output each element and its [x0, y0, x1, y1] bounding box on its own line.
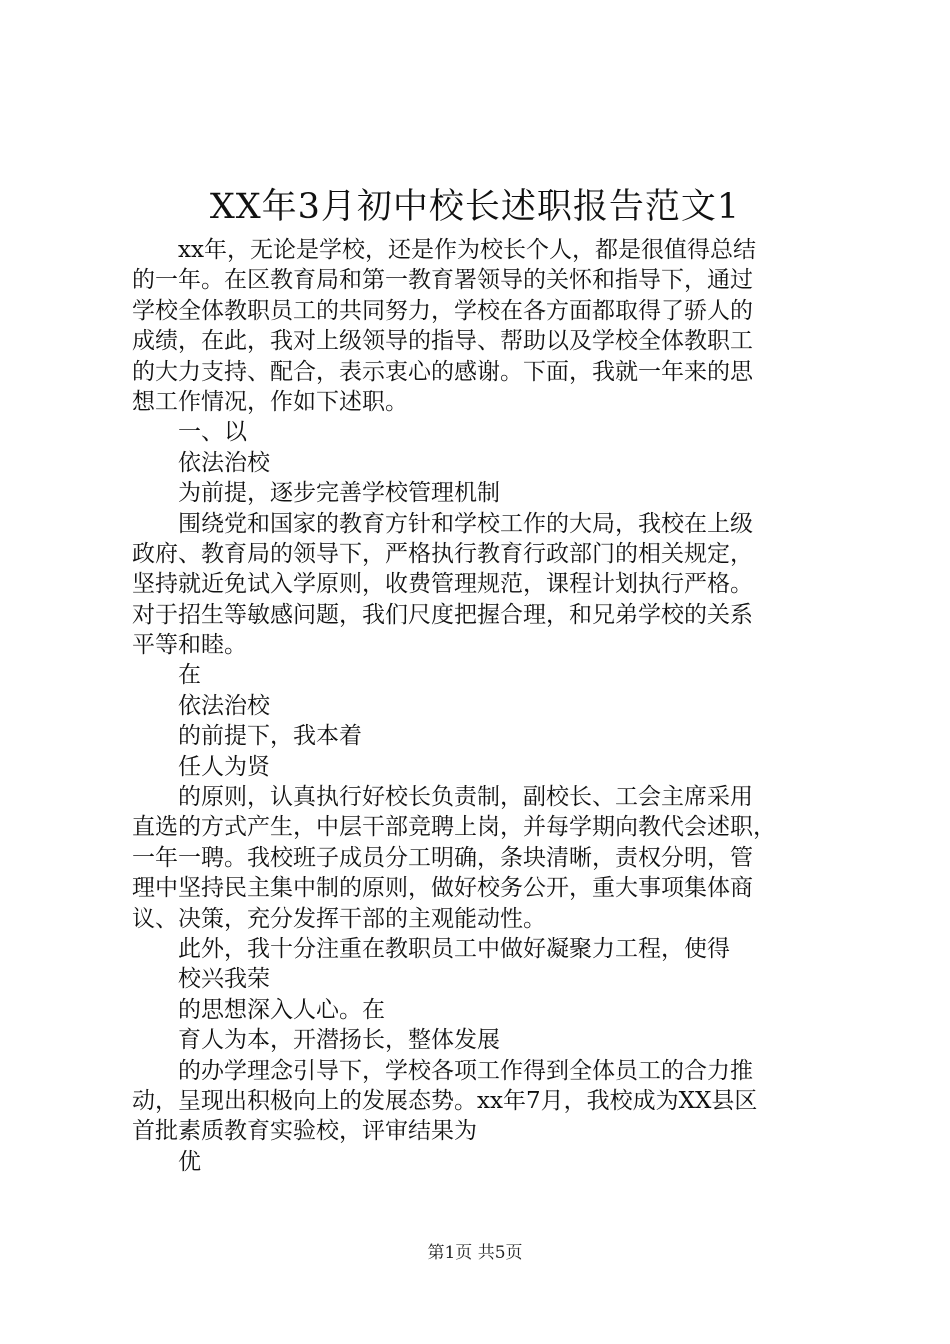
paragraph-line: 依法治校 — [178, 692, 270, 719]
paragraph-line: 优 — [178, 1148, 201, 1175]
paragraph-line: 想工作情况，作如下述职。 — [132, 388, 408, 415]
paragraph-line: 理中坚持民主集中制的原则，做好校务公开，重大事项集体商 — [132, 875, 753, 902]
paragraph-line: 一年一聘。我校班子成员分工明确，条块清晰，责权分明，管 — [132, 844, 753, 871]
paragraph-line: 成绩，在此，我对上级领导的指导、帮助以及学校全体教职工 — [132, 328, 753, 355]
paragraph-line: 在 — [178, 662, 201, 689]
paragraph-line: 此外，我十分注重在教职员工中做好凝聚力工程，使得 — [178, 935, 730, 962]
paragraph-line: 坚持就近免试入学原则，收费管理规范，课程计划执行严格。 — [132, 571, 753, 598]
paragraph-line: 依法治校 — [178, 449, 270, 476]
paragraph-line: 的思想深入人心。在 — [178, 996, 385, 1023]
paragraph-line: xx年，无论是学校，还是作为校长个人，都是很值得总结 — [178, 237, 756, 263]
document-title: XX年3月初中校长述职报告范文1 — [209, 187, 741, 227]
paragraph-line: 首批素质教育实验校，评审结果为 — [132, 1118, 477, 1145]
paragraph-line: 围绕党和国家的教育方针和学校工作的大局，我校在上级 — [178, 510, 753, 537]
paragraph-line: 任人为贤 — [178, 753, 270, 780]
paragraph-line: 对于招生等敏感问题，我们尺度把握合理，和兄弟学校的关系 — [132, 601, 753, 628]
paragraph-line: 育人为本，开潜扬长，整体发展 — [178, 1027, 500, 1054]
paragraph-line: 为前提，逐步完善学校管理机制 — [178, 480, 500, 507]
paragraph-line: 的大力支持、配合，表示衷心的感谢。下面，我就一年来的思 — [132, 358, 753, 385]
page-footer: 第1页 共5页 — [427, 1243, 523, 1263]
paragraph-line: 的一年。在区教育局和第一教育署领导的关怀和指导下，通过 — [132, 267, 753, 294]
paragraph-line: 直选的方式产生，中层干部竞聘上岗，并每学期向教代会述职， — [132, 814, 776, 841]
paragraph-line: 的原则，认真执行好校长负责制，副校长、工会主席采用 — [178, 784, 753, 811]
paragraph-line: 学校全体教职员工的共同努力，学校在各方面都取得了骄人的 — [132, 297, 753, 324]
paragraph-line: 政府、教育局的领导下，严格执行教育行政部门的相关规定， — [132, 540, 753, 567]
paragraph-line: 动，呈现出积极向上的发展态势。xx年7月，我校成为XX县区 — [132, 1087, 758, 1114]
paragraph-line: 的前提下，我本着 — [178, 723, 362, 750]
paragraph-line: 校兴我荣 — [178, 966, 270, 993]
paragraph-line: 议、决策，充分发挥干部的主观能动性。 — [132, 905, 546, 932]
paragraph-line: 一、以 — [178, 419, 247, 446]
paragraph-line: 平等和睦。 — [132, 632, 247, 659]
paragraph-line: 的办学理念引导下，学校各项工作得到全体员工的合力推 — [178, 1057, 753, 1084]
document-body — [132, 235, 832, 1177]
